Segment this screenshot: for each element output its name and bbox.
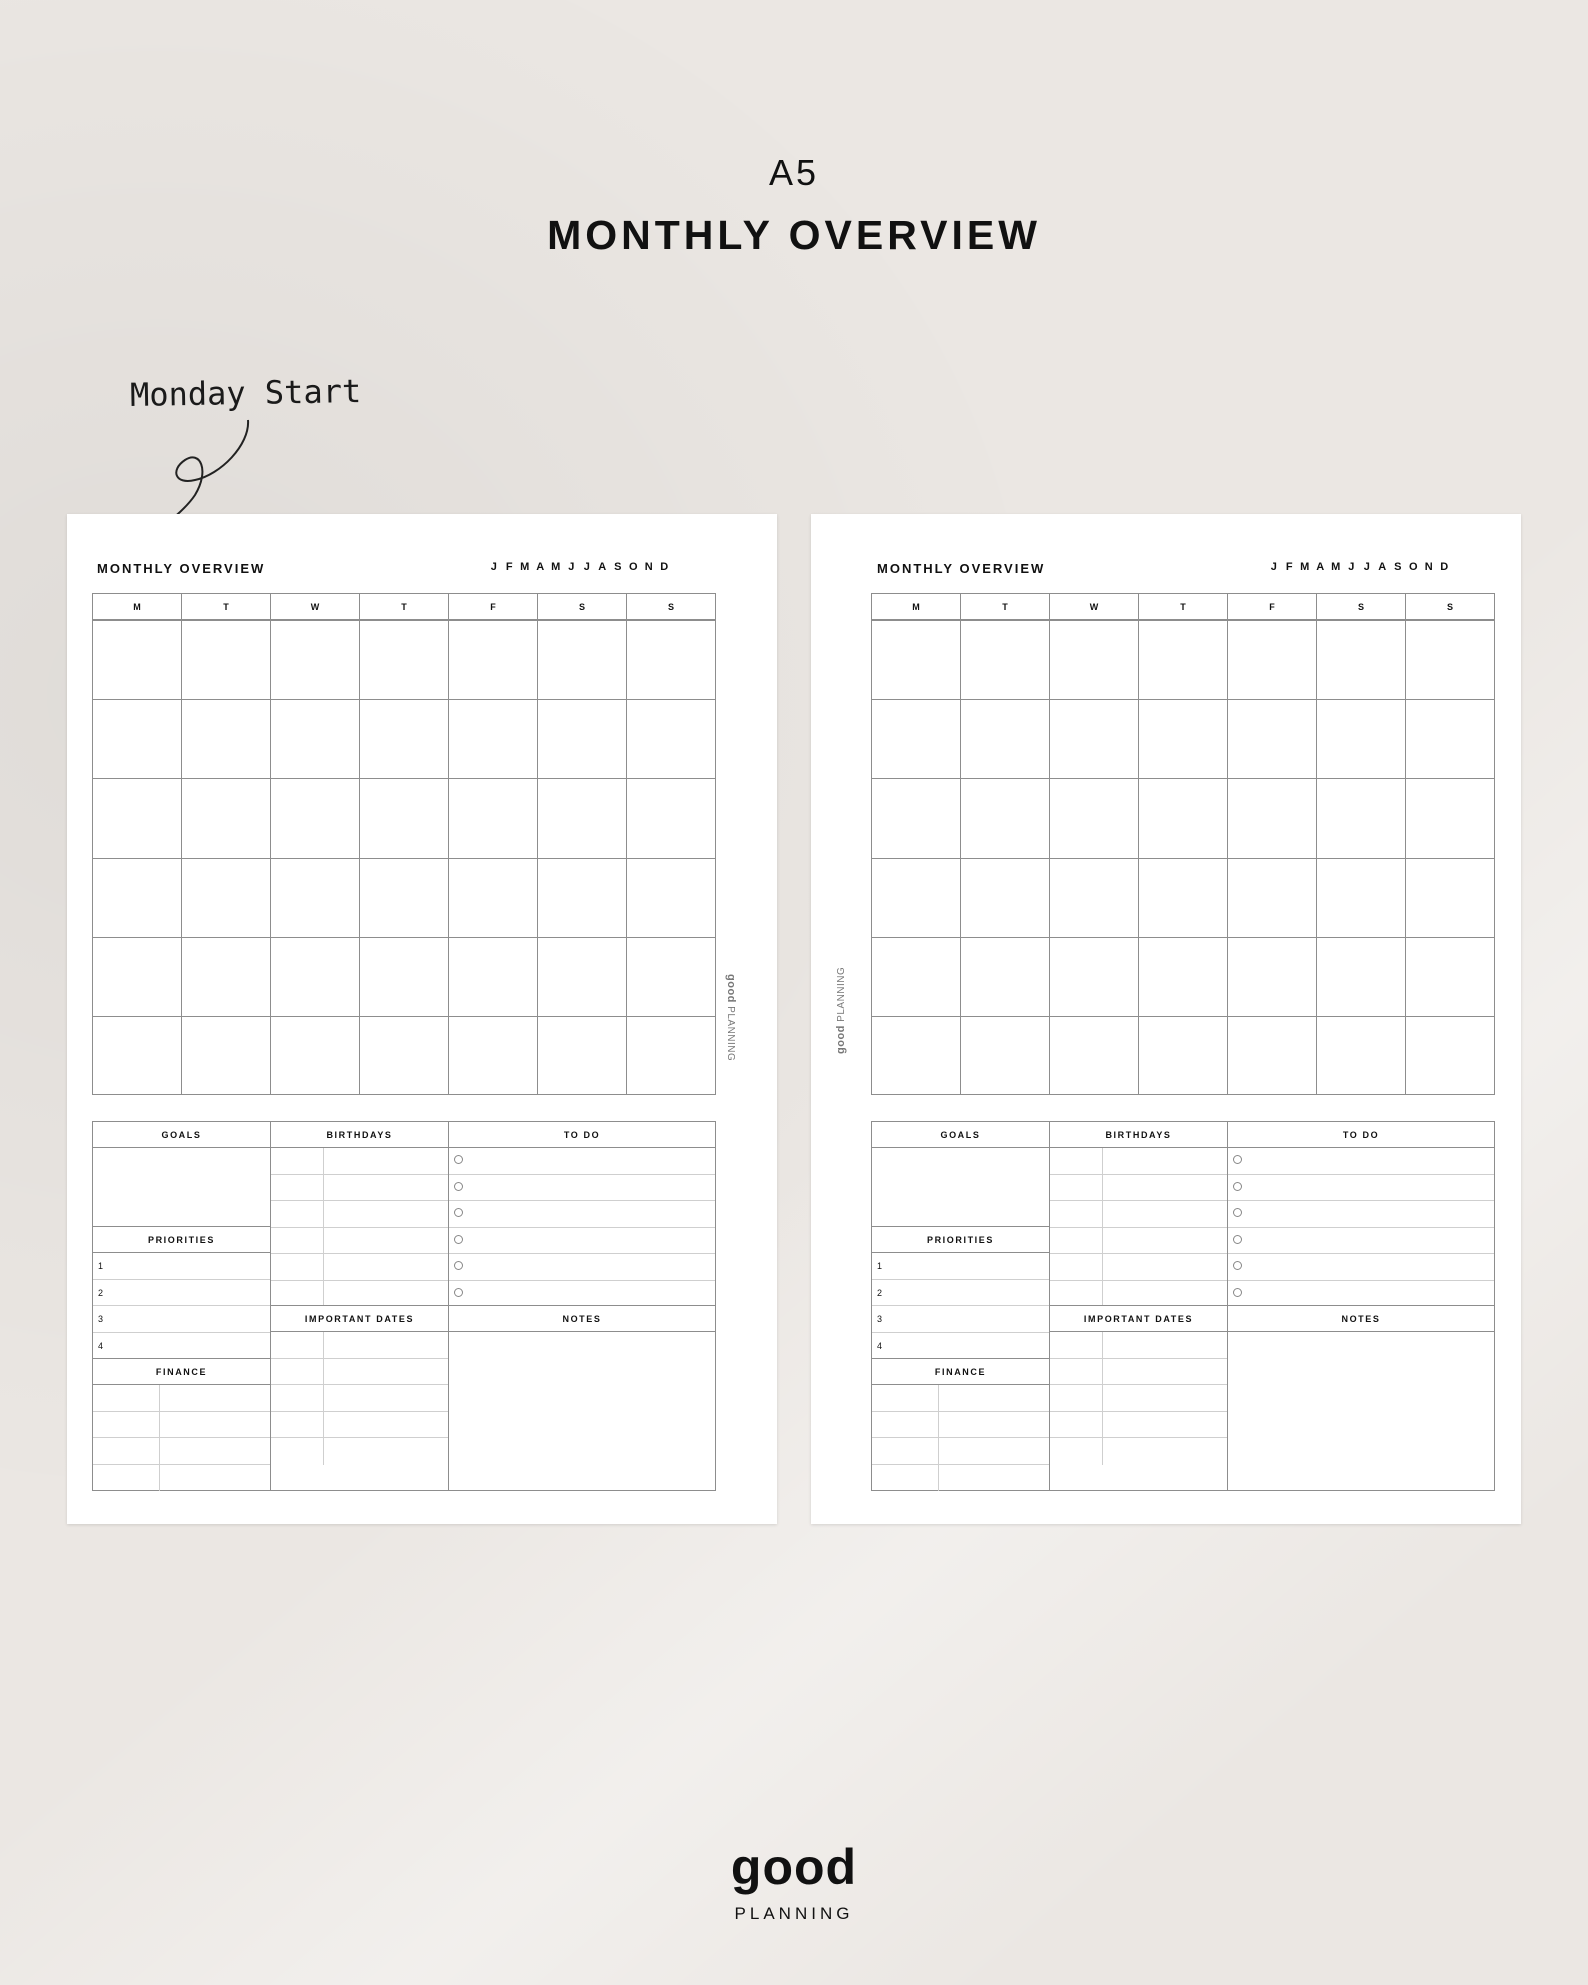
important-date-row[interactable] <box>271 1438 448 1465</box>
day-cell[interactable] <box>626 938 715 1016</box>
day-cell[interactable] <box>270 938 359 1016</box>
birthday-row[interactable] <box>1050 1175 1227 1202</box>
weekday-label: F <box>1227 594 1316 619</box>
month-feb[interactable]: F <box>505 561 513 573</box>
month-mar[interactable]: M <box>520 561 530 573</box>
finance-row[interactable] <box>872 1412 1049 1439</box>
calendar-grid <box>871 593 1495 1095</box>
day-cell[interactable] <box>1049 938 1138 1016</box>
weekday-label: S <box>1316 594 1405 619</box>
day-cell[interactable] <box>1049 859 1138 937</box>
day-cell[interactable] <box>448 938 537 1016</box>
calendar-week-row <box>93 937 715 1016</box>
day-cell[interactable] <box>1049 621 1138 699</box>
birthdays-table <box>1050 1148 1227 1306</box>
todo-header: TO DO <box>1228 1122 1494 1148</box>
weekday-label: T <box>181 594 270 619</box>
month-may[interactable]: M <box>1331 561 1341 573</box>
footer-logo-good: good <box>730 1839 858 1895</box>
day-cell[interactable] <box>1316 700 1405 778</box>
weekday-label: T <box>960 594 1049 619</box>
day-cell[interactable] <box>872 859 960 937</box>
day-cell[interactable] <box>1227 700 1316 778</box>
page-title: MONTHLY OVERVIEW <box>877 561 1046 576</box>
day-cell[interactable] <box>93 1017 181 1095</box>
day-cell[interactable] <box>1405 779 1494 857</box>
day-cell[interactable] <box>270 779 359 857</box>
header-size: A5 <box>768 152 820 193</box>
planner-bottom-sections <box>92 1121 716 1491</box>
todo-item[interactable] <box>449 1254 715 1281</box>
day-cell[interactable] <box>1405 1017 1494 1095</box>
planner-bottom-sections <box>871 1121 1495 1491</box>
day-cell[interactable] <box>872 938 960 1016</box>
month-sep[interactable]: S <box>614 561 622 573</box>
todo-item[interactable] <box>449 1281 715 1308</box>
month-oct[interactable]: O <box>1408 561 1418 573</box>
day-cell[interactable] <box>359 779 448 857</box>
day-cell[interactable] <box>626 859 715 937</box>
day-cell[interactable] <box>359 621 448 699</box>
day-cell[interactable] <box>960 621 1049 699</box>
priorities-header: PRIORITIES <box>93 1227 270 1253</box>
day-cell[interactable] <box>960 1017 1049 1095</box>
goals-header: GOALS <box>93 1122 270 1148</box>
day-cell[interactable] <box>1138 621 1227 699</box>
day-cell[interactable] <box>270 859 359 937</box>
month-feb[interactable]: F <box>1285 561 1293 573</box>
todo-list <box>449 1148 715 1306</box>
weekday-label: S <box>1405 594 1494 619</box>
important-date-row[interactable] <box>1050 1412 1227 1439</box>
day-cell[interactable] <box>626 1017 715 1095</box>
finance-row[interactable] <box>93 1385 270 1412</box>
calendar-week-row <box>93 858 715 937</box>
day-cell[interactable] <box>1227 779 1316 857</box>
day-cell[interactable] <box>448 779 537 857</box>
weekday-label: S <box>626 594 715 619</box>
calendar-week-row <box>872 937 1494 1016</box>
day-cell[interactable] <box>181 700 270 778</box>
priority-line[interactable]: 4 <box>93 1333 270 1360</box>
month-mar[interactable]: M <box>1300 561 1310 573</box>
day-cell[interactable] <box>960 700 1049 778</box>
todo-item[interactable] <box>1228 1148 1494 1175</box>
day-cell[interactable] <box>1227 938 1316 1016</box>
weekday-label: W <box>270 594 359 619</box>
month-nov[interactable]: N <box>1424 561 1433 573</box>
day-cell[interactable] <box>872 621 960 699</box>
finance-table <box>93 1385 270 1491</box>
finance-header: FINANCE <box>93 1359 270 1385</box>
goals-header: GOALS <box>872 1122 1049 1148</box>
day-cell[interactable] <box>93 700 181 778</box>
month-jan[interactable]: J <box>490 561 497 573</box>
annotation-monday-start: Monday Start <box>129 371 362 415</box>
important-dates-header: IMPORTANT DATES <box>1050 1306 1227 1332</box>
day-cell[interactable] <box>537 859 626 937</box>
day-cell[interactable] <box>448 700 537 778</box>
month-apr[interactable]: A <box>1316 561 1325 573</box>
important-dates-table <box>1050 1332 1227 1465</box>
birthday-row[interactable] <box>271 1175 448 1202</box>
day-cell[interactable] <box>359 1017 448 1095</box>
todo-item[interactable] <box>449 1201 715 1228</box>
finance-row[interactable] <box>872 1438 1049 1465</box>
checkbox-circle-icon[interactable] <box>1233 1155 1242 1164</box>
day-cell[interactable] <box>537 938 626 1016</box>
birthday-row[interactable] <box>1050 1281 1227 1308</box>
day-cell[interactable] <box>181 1017 270 1095</box>
important-date-row[interactable] <box>271 1332 448 1359</box>
priority-line[interactable]: 1 <box>93 1253 270 1280</box>
month-aug[interactable]: A <box>1378 561 1387 573</box>
day-cell[interactable] <box>1138 859 1227 937</box>
right-column <box>1227 1121 1495 1491</box>
finance-row[interactable] <box>872 1465 1049 1492</box>
finance-row[interactable] <box>93 1438 270 1465</box>
calendar-week-row <box>93 1016 715 1095</box>
day-cell[interactable] <box>448 859 537 937</box>
birthday-row[interactable] <box>1050 1148 1227 1175</box>
finance-header: FINANCE <box>872 1359 1049 1385</box>
important-date-row[interactable] <box>1050 1385 1227 1412</box>
todo-item[interactable] <box>449 1148 715 1175</box>
side-brand-mark: good PLANNING <box>835 966 847 1054</box>
birthday-row[interactable] <box>271 1254 448 1281</box>
calendar-week-row <box>93 699 715 778</box>
checkbox-circle-icon[interactable] <box>454 1155 463 1164</box>
day-cell[interactable] <box>872 779 960 857</box>
calendar-week-row <box>872 699 1494 778</box>
calendar-week-row <box>93 778 715 857</box>
todo-item[interactable] <box>1228 1228 1494 1255</box>
side-brand-mark: good PLANNING <box>725 974 737 1062</box>
left-column <box>871 1121 1050 1491</box>
birthday-row[interactable] <box>1050 1254 1227 1281</box>
todo-item[interactable] <box>1228 1281 1494 1308</box>
day-cell[interactable] <box>181 938 270 1016</box>
finance-row[interactable] <box>93 1465 270 1492</box>
priority-line[interactable]: 4 <box>872 1333 1049 1360</box>
day-cell[interactable] <box>1138 700 1227 778</box>
day-cell[interactable] <box>181 621 270 699</box>
day-cell[interactable] <box>626 779 715 857</box>
goals-area[interactable] <box>872 1148 1049 1227</box>
day-cell[interactable] <box>960 938 1049 1016</box>
day-cell[interactable] <box>537 621 626 699</box>
day-cell[interactable] <box>1316 621 1405 699</box>
weekday-label: M <box>133 601 141 612</box>
day-cell[interactable] <box>1227 1017 1316 1095</box>
day-cell[interactable] <box>359 938 448 1016</box>
middle-column <box>1049 1121 1228 1491</box>
todo-item[interactable] <box>449 1228 715 1255</box>
month-selector <box>1266 561 1452 573</box>
weekday-label: F <box>448 594 537 619</box>
day-cell[interactable] <box>448 1017 537 1095</box>
middle-column <box>270 1121 449 1491</box>
birthday-row[interactable] <box>1050 1228 1227 1255</box>
important-date-row[interactable] <box>271 1385 448 1412</box>
day-cell[interactable] <box>872 1017 960 1095</box>
finance-row[interactable] <box>872 1385 1049 1412</box>
priority-line[interactable]: 2 <box>93 1280 270 1307</box>
birthday-row[interactable] <box>271 1281 448 1308</box>
month-oct[interactable]: O <box>628 561 638 573</box>
day-cell[interactable] <box>1227 859 1316 937</box>
todo-header: TO DO <box>449 1122 715 1148</box>
todo-item[interactable] <box>1228 1201 1494 1228</box>
checkbox-circle-icon[interactable] <box>1233 1288 1242 1297</box>
day-cell[interactable] <box>1049 700 1138 778</box>
left-column <box>92 1121 271 1491</box>
checkbox-circle-icon[interactable] <box>1233 1182 1242 1191</box>
todo-list <box>1228 1148 1494 1306</box>
page-title: MONTHLY OVERVIEW <box>97 561 266 576</box>
goals-area[interactable] <box>93 1148 270 1227</box>
day-cell[interactable] <box>626 700 715 778</box>
day-cell[interactable] <box>93 779 181 857</box>
month-jul[interactable]: J <box>583 561 590 573</box>
month-jul[interactable]: J <box>1363 561 1370 573</box>
day-cell[interactable] <box>181 859 270 937</box>
priorities-header: PRIORITIES <box>872 1227 1049 1253</box>
planner-page-left <box>67 514 777 1524</box>
day-cell[interactable] <box>1405 859 1494 937</box>
birthday-row[interactable] <box>271 1228 448 1255</box>
weekday-label: T <box>1138 594 1227 619</box>
important-date-row[interactable] <box>1050 1332 1227 1359</box>
day-cell[interactable] <box>872 700 960 778</box>
month-dec[interactable]: D <box>660 561 669 573</box>
day-cell[interactable] <box>626 621 715 699</box>
day-cell[interactable] <box>1138 1017 1227 1095</box>
day-cell[interactable] <box>1316 938 1405 1016</box>
todo-item[interactable] <box>1228 1175 1494 1202</box>
day-cell[interactable] <box>960 859 1049 937</box>
month-sep[interactable]: S <box>1394 561 1402 573</box>
birthday-row[interactable] <box>271 1201 448 1228</box>
checkbox-circle-icon[interactable] <box>454 1261 463 1270</box>
important-dates-table <box>271 1332 448 1465</box>
finance-row[interactable] <box>93 1412 270 1439</box>
day-cell[interactable] <box>1316 859 1405 937</box>
day-cell[interactable] <box>270 1017 359 1095</box>
important-dates-header: IMPORTANT DATES <box>271 1306 448 1332</box>
priority-line[interactable]: 3 <box>872 1306 1049 1333</box>
todo-item[interactable] <box>449 1175 715 1202</box>
priority-line[interactable]: 1 <box>872 1253 1049 1280</box>
planner-page-right <box>811 514 1521 1524</box>
calendar-week-row <box>93 620 715 699</box>
calendar-week-row <box>872 778 1494 857</box>
day-cell[interactable] <box>1405 938 1494 1016</box>
month-jun[interactable]: J <box>1348 561 1355 573</box>
day-cell[interactable] <box>1138 938 1227 1016</box>
checkbox-circle-icon[interactable] <box>454 1182 463 1191</box>
day-cell[interactable] <box>1227 621 1316 699</box>
calendar-week-row <box>872 858 1494 937</box>
day-cell[interactable] <box>537 779 626 857</box>
finance-table <box>872 1385 1049 1491</box>
checkbox-circle-icon[interactable] <box>454 1288 463 1297</box>
right-column <box>448 1121 716 1491</box>
day-cell[interactable] <box>1405 621 1494 699</box>
important-date-row[interactable] <box>1050 1359 1227 1386</box>
birthdays-header: BIRTHDAYS <box>1050 1122 1227 1148</box>
weekday-label: S <box>537 594 626 619</box>
checkbox-circle-icon[interactable] <box>454 1208 463 1217</box>
weekday-label: W <box>1049 594 1138 619</box>
calendar-grid <box>92 593 716 1095</box>
priority-line[interactable]: 2 <box>872 1280 1049 1307</box>
day-cell[interactable] <box>270 700 359 778</box>
day-cell[interactable] <box>93 621 181 699</box>
day-cell[interactable] <box>359 700 448 778</box>
month-aug[interactable]: A <box>598 561 607 573</box>
day-cell[interactable] <box>1049 779 1138 857</box>
month-selector <box>486 561 672 573</box>
notes-header: NOTES <box>449 1306 715 1332</box>
month-apr[interactable]: A <box>536 561 545 573</box>
day-cell[interactable] <box>270 621 359 699</box>
footer-logo-planning: PLANNING <box>734 1904 854 1923</box>
day-cell[interactable] <box>1049 1017 1138 1095</box>
birthday-row[interactable] <box>1050 1201 1227 1228</box>
weekday-header <box>93 594 715 620</box>
day-cell[interactable] <box>359 859 448 937</box>
important-date-row[interactable] <box>1050 1438 1227 1465</box>
notes-header: NOTES <box>1228 1306 1494 1332</box>
day-cell[interactable] <box>448 621 537 699</box>
calendar-week-row <box>872 620 1494 699</box>
day-cell[interactable] <box>93 859 181 937</box>
month-dec[interactable]: D <box>1440 561 1449 573</box>
birthdays-table <box>271 1148 448 1306</box>
notes-area[interactable] <box>449 1332 715 1490</box>
weekday-label: M <box>912 601 920 612</box>
day-cell[interactable] <box>1316 779 1405 857</box>
important-date-row[interactable] <box>271 1359 448 1386</box>
weekday-header <box>872 594 1494 620</box>
day-cell[interactable] <box>537 700 626 778</box>
day-cell[interactable] <box>537 1017 626 1095</box>
month-jan[interactable]: J <box>1270 561 1277 573</box>
day-cell[interactable] <box>181 779 270 857</box>
weekday-label: T <box>359 594 448 619</box>
month-may[interactable]: M <box>551 561 561 573</box>
birthdays-header: BIRTHDAYS <box>271 1122 448 1148</box>
header-title: MONTHLY OVERVIEW <box>547 212 1041 258</box>
checkbox-circle-icon[interactable] <box>1233 1261 1242 1270</box>
todo-item[interactable] <box>1228 1254 1494 1281</box>
day-cell[interactable] <box>93 938 181 1016</box>
priority-line[interactable]: 3 <box>93 1306 270 1333</box>
notes-area[interactable] <box>1228 1332 1494 1490</box>
day-cell[interactable] <box>960 779 1049 857</box>
month-nov[interactable]: N <box>644 561 653 573</box>
day-cell[interactable] <box>1405 700 1494 778</box>
checkbox-circle-icon[interactable] <box>454 1235 463 1244</box>
important-date-row[interactable] <box>271 1412 448 1439</box>
day-cell[interactable] <box>1138 779 1227 857</box>
checkbox-circle-icon[interactable] <box>1233 1235 1242 1244</box>
birthday-row[interactable] <box>271 1148 448 1175</box>
day-cell[interactable] <box>1316 1017 1405 1095</box>
month-jun[interactable]: J <box>568 561 575 573</box>
calendar-week-row <box>872 1016 1494 1095</box>
checkbox-circle-icon[interactable] <box>1233 1208 1242 1217</box>
